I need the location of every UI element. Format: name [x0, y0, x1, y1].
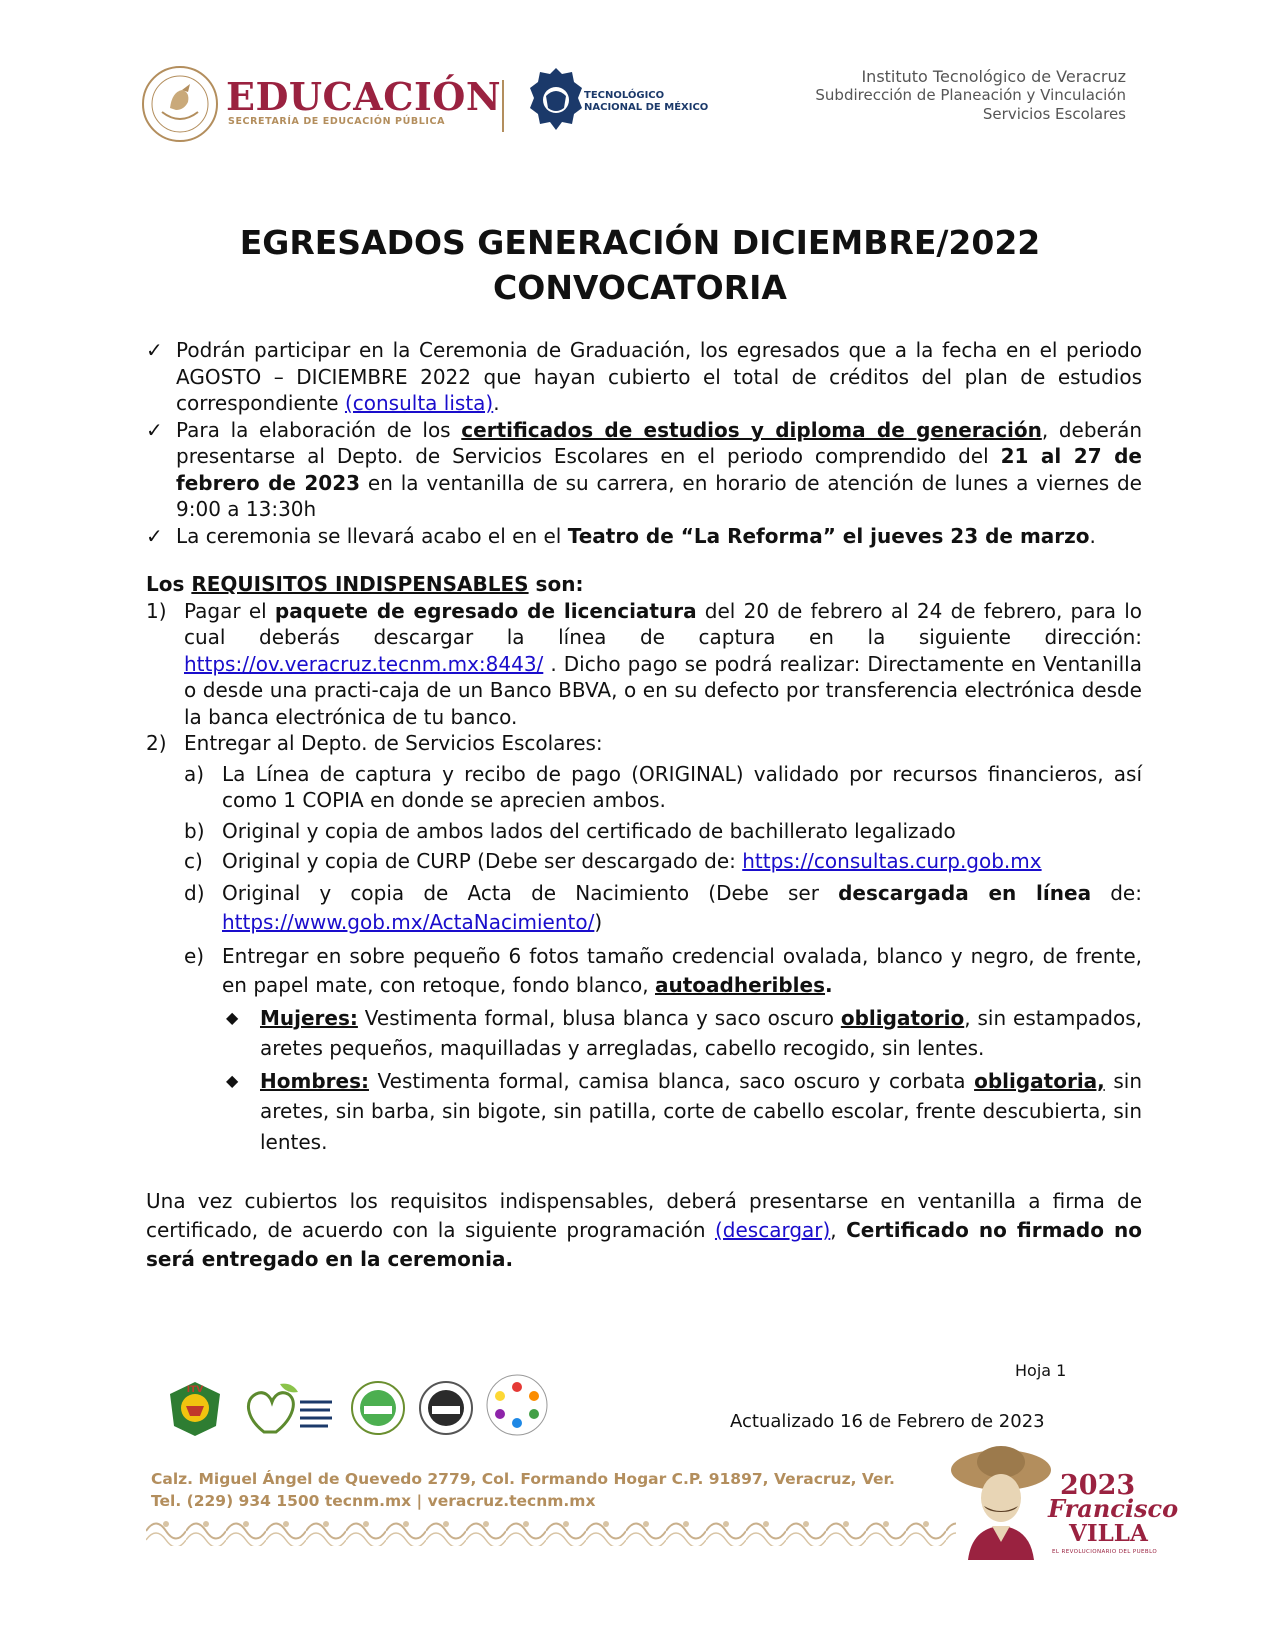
- check-3-text-a: La ceremonia se llevará acabo el en el: [176, 523, 568, 548]
- check-1-end: .: [493, 391, 500, 415]
- educacion-wordmark: EDUCACIÓN: [226, 74, 502, 119]
- tecnm-line2: NACIONAL DE MÉXICO: [584, 102, 709, 113]
- contact-line: Tel. (229) 934 1500 tecnm.mx | veracruz.tecnm.mx: [151, 1492, 596, 1510]
- req-1-emphasis: paquete de egresado de licenciatura: [274, 598, 697, 623]
- title-line-2: CONVOCATORIA: [493, 268, 787, 307]
- req-2e-letter: e): [184, 943, 205, 968]
- req-1-text-a: Pagar el: [184, 598, 275, 623]
- req-1-text-c: del 20 de febrero al 24 de febrero, para lo cual deberás descargar la línea de captura en la siguiente dirección:: [184, 598, 1143, 649]
- req-2c-text: Original y copia de CURP (Debe ser descargado de:: [222, 849, 743, 873]
- svg-text:ITV: ITV: [186, 1385, 204, 1395]
- itv-logo-icon: [160, 1378, 230, 1440]
- descargar-link[interactable]: (descargar): [714, 1218, 831, 1242]
- men-text-a: Vestimenta formal, camisa blanca, saco oscuro y corbata: [368, 1068, 975, 1093]
- check-item-1: [146, 337, 1142, 417]
- tecnm-line1: TECNOLÓGICO: [584, 90, 665, 101]
- req-2d-end: ): [594, 910, 603, 934]
- closing-paragraph: [146, 1187, 1142, 1274]
- last-updated: Actualizado 16 de Febrero de 2023: [730, 1411, 1045, 1432]
- req-2d-letter: d): [184, 880, 205, 905]
- req-head-a: Los: [146, 572, 192, 596]
- department-name: Servicios Escolares: [982, 105, 1126, 123]
- requirement-2d: [146, 879, 1142, 938]
- check-2-emphasis: certificados de estudios y diploma de generación: [461, 417, 1042, 442]
- men-emphasis: obligatoria,: [974, 1068, 1105, 1093]
- req-2e-end: .: [825, 973, 833, 997]
- req-2b-text: Original y copia de ambos lados del certificado de bachillerato legalizado: [222, 818, 956, 843]
- plastic-free-logo-icon: [240, 1378, 340, 1440]
- tecnm-logo-icon: [528, 66, 584, 138]
- check-2-dates: 21 al 27 de febrero de 2023: [176, 444, 1142, 495]
- req-2d-text-a: Original y copia de Acta de Nacimiento (Debe ser: [222, 880, 839, 905]
- check-1-text: Podrán participar en la Ceremonia de Graduación, los egresados que a la fecha en el periodo AGOSTO – DICIEMBRE 2022 que hayan cubierto el total de créditos del plan de estudios correspondiente: [176, 338, 1142, 415]
- req-2e-emphasis: autoadheribles: [655, 973, 826, 997]
- institution-name: Instituto Tecnológico de Veracruz: [861, 67, 1126, 86]
- header-divider: [502, 80, 504, 132]
- women-text-a: Vestimenta formal, blusa blanca y saco oscuro: [357, 1005, 841, 1030]
- req-2a-letter: a): [184, 761, 205, 786]
- institution-block: [815, 67, 1126, 124]
- req-2d-emphasis: descargada en línea: [838, 880, 1092, 905]
- subdirection-name: Subdirección de Planeación y Vinculación: [815, 86, 1126, 104]
- diamond-bullet-icon: ◆: [226, 1007, 239, 1027]
- requirements-heading: [146, 571, 1142, 598]
- curp-link[interactable]: https://consultas.curp.gob.mx: [742, 849, 1042, 873]
- address-line: Calz. Miguel Ángel de Quevedo 2779, Col. Formando Hogar C.P. 91897, Veracruz, Ver.: [151, 1470, 895, 1488]
- address-block: [151, 1468, 895, 1512]
- mexico-seal-icon: [140, 64, 220, 144]
- document-body: [146, 337, 1142, 1274]
- check-3-end: .: [1089, 523, 1096, 548]
- check-2-text-e: en la ventanilla de su carrera, en horario de atención de lunes a viernes de 9:00 a 13:30h: [176, 470, 1142, 521]
- check-icon: ✓: [146, 338, 163, 362]
- check-2-text-c: , deberán presentarse al Depto. de Servicios Escolares en el periodo comprendido del: [176, 417, 1142, 468]
- gender-equality-seal-icon: [484, 1372, 550, 1438]
- sep-subtitle: SECRETARÍA DE EDUCACIÓN PÚBLICA: [228, 116, 446, 127]
- women-text-c: , sin estampados, aretes pequeños, maquilladas y arregladas, cabello recogido, sin lentes.: [260, 1005, 1142, 1060]
- title-line-1: EGRESADOS GENERACIÓN DICIEMBRE/2022: [239, 223, 1041, 262]
- req-2a-text: La Línea de captura y recibo de pago (ORIGINAL) validado por recursos financieros, así como 1 COPIA en donde se aprecien ambos.: [222, 761, 1142, 812]
- francisco-text: Francisco: [1048, 1494, 1179, 1523]
- req-2d-text-c: de:: [1091, 880, 1142, 905]
- req-2-number: 2): [146, 731, 167, 755]
- year-2023: 2023: [1060, 1470, 1136, 1501]
- women-emphasis: obligatorio: [840, 1005, 965, 1030]
- consulta-lista-link[interactable]: (consulta lista): [344, 391, 494, 415]
- req-1-text-d: . Dicho pago se podrá realizar: Directamente en Ventanilla o desde una practi-caja de un Banco BBVA, o en su defecto por transferencia electrónica desde la banca electrónica de tu banco.: [184, 651, 1142, 729]
- check-icon: ✓: [146, 417, 163, 442]
- closing-sep: ,: [830, 1218, 847, 1242]
- req-head-c: son:: [528, 572, 584, 596]
- men-text-c: sin aretes, sin barba, sin bigote, sin patilla, corte de cabello escolar, frente descubierta, sin lentes.: [260, 1068, 1143, 1154]
- tecnm-wordmark: [584, 90, 708, 114]
- page-number: Hoja 1: [1015, 1361, 1067, 1380]
- check-3-venue: Teatro de “La Reforma” el jueves 23 de marzo: [567, 523, 1090, 548]
- dress-code-women: [146, 1003, 1142, 1064]
- requirement-1: [146, 598, 1142, 731]
- dress-code-men: [146, 1066, 1142, 1158]
- iso-9001-seal-icon: [418, 1380, 474, 1436]
- req-2-text: Entregar al Depto. de Servicios Escolares:: [184, 731, 603, 755]
- requirement-2e: [146, 942, 1142, 1001]
- req-2c-letter: c): [184, 849, 203, 873]
- requirement-2a: [146, 761, 1142, 814]
- requirement-2c: [146, 848, 1142, 875]
- req-head-b: REQUISITOS INDISPENSABLES: [191, 572, 529, 596]
- requirement-2: [146, 730, 1142, 757]
- req-2b-letter: b): [184, 818, 205, 843]
- closing-text-a: Una vez cubiertos los requisitos indispensables, deberá presentarse en ventanilla a firma de certificado, de acuerdo con la siguiente programación: [146, 1189, 1142, 1242]
- req-2e-text-a: Entregar en sobre pequeño 6 fotos tamaño credencial ovalada, blanco y negro, de frente, en papel mate, con retoque, fondo blanco,: [222, 943, 1142, 997]
- closing-warning: Certificado no firmado no será entregado en la ceremonia.: [146, 1218, 1142, 1271]
- check-2-text-a: Para la elaboración de los: [176, 417, 462, 442]
- check-item-3: [146, 523, 1142, 550]
- document-title: [140, 220, 1140, 310]
- women-label: Mujeres:: [260, 1005, 358, 1030]
- check-icon: ✓: [146, 523, 163, 548]
- villa-tagline: EL REVOLUCIONARIO DEL PUEBLO: [1052, 1549, 1158, 1555]
- req-1-number: 1): [146, 598, 167, 623]
- requirement-2b: [146, 818, 1142, 845]
- diamond-bullet-icon: ◆: [226, 1070, 239, 1090]
- villa-text: VILLA: [1069, 1520, 1148, 1547]
- acta-nacimiento-link[interactable]: https://www.gob.mx/ActaNacimiento/: [222, 910, 595, 934]
- francisco-villa-portrait-icon: [948, 1442, 1054, 1562]
- iso-14001-seal-icon: [350, 1380, 406, 1436]
- payment-portal-link[interactable]: https://ov.veracruz.tecnm.mx:8443/: [184, 651, 544, 676]
- decorative-pattern: [146, 1516, 956, 1546]
- men-label: Hombres:: [260, 1068, 369, 1093]
- check-item-2: [146, 417, 1142, 523]
